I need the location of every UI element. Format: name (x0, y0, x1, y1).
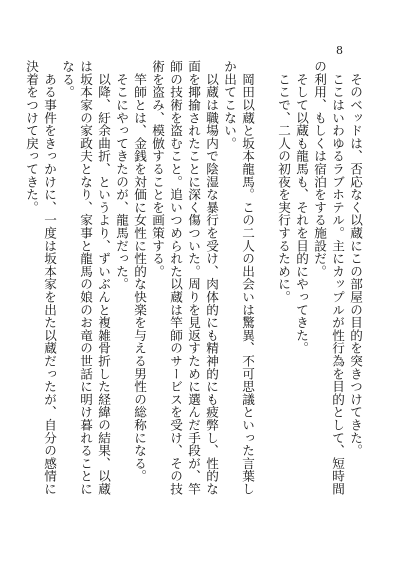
page-number: 8 (336, 44, 343, 57)
paragraph-izo-backstory: 以蔵は職場内で陰湿な暴行を受け、肉体的にも精神的にも疲弊し、性的な面を揶揄されたことに深く傷ついた。周りを見返すために選んだ手段が、竿師の技術を盗むこと。追いつめられた以蔵は竿師のサービスを受け、その技術を盗み、模倣することを画策する。 (150, 60, 219, 496)
paragraph-purpose: そして以蔵も龍馬も、それを目的にやってきた。 (294, 60, 309, 355)
paragraph-ryoma-arrives: そこにやってきたのが、龍馬だった。 (114, 60, 129, 291)
paragraph-return: ある事件をきっかけに、一度は坂本家を出た以蔵だったが、自分の感情に決着をつけて戻ってきた。 (24, 60, 57, 496)
paragraph-housekeeper: 以降、紆余曲折、というより、ずいぶんと複雑骨折した経緯の結果、以蔵は坂本家の家政夫となり、家事と龍馬の娘のお竜の世話に明け暮れることになる。 (60, 60, 111, 496)
paragraph-saoshi-definition: 竿師とは、金銭を対価に女性に性的な快楽を与える男性の総称になる。 (132, 60, 147, 483)
paragraph-love-hotel: ここはいわゆるラブホテル。主にカップルが性行為を目的として、短時間の利用、もしくは宿泊をする施設だ。 (312, 60, 345, 496)
paragraph-meeting: 岡田以蔵と坂本龍馬。この二人の出会いは驚異、不可思議といった言葉しか出てこない。 (222, 60, 255, 496)
vertical-text-body (24, 60, 364, 500)
paragraph-first-night: ここで、二人の初夜を実行するために。 (276, 60, 291, 304)
paragraph-bed: そのベッドは、否応なく以蔵にこの部屋の目的を突きつけてきた。 (348, 60, 363, 457)
